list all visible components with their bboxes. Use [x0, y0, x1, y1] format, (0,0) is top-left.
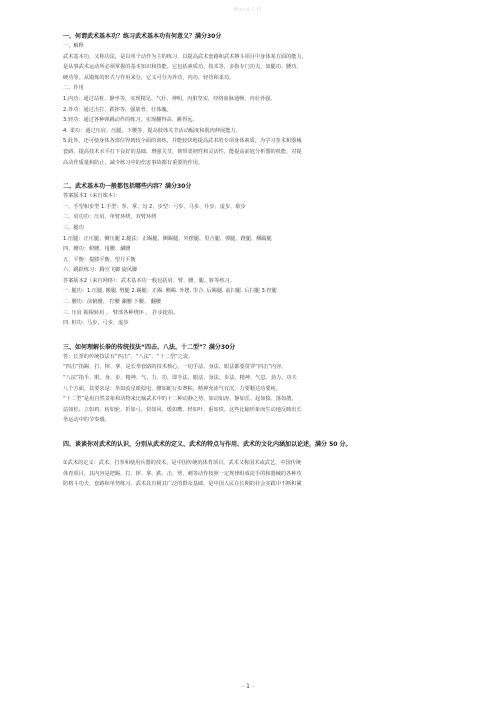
section-spacer: [63, 329, 439, 343]
question-3-title: 三、如何理解长拳的传统技法“四击、八法、十二型”？满分30分: [63, 343, 236, 351]
section-1-line: 4. 柔功：通过压肩、压腿、下腰等，提高肢体关节活动幅度和肌肉伸展能力。: [63, 127, 241, 134]
section-3-line: “四击”指踢、打、摔、拿，是长拳套路的技术核心。一切手法、身法、眼法都要贯穿“四击”内容。: [63, 364, 287, 371]
section-spacer: [63, 426, 439, 440]
section-1-line: 高动作质量和防止，减少练习中的伤害事故都有重要的作用。: [63, 159, 204, 166]
section-3-line: “十二型”是用自然景象和动物来比喻武术中的十二种动静之势，如动如涛、静如岳、起如猿、落如鹊、: [63, 396, 297, 403]
section-1-line: 1.内功：通过站桩、静坐等，实现精足、气壮、神明，内脏坚实，经络血脉通畅，内壮外强。: [63, 95, 276, 102]
section-1-line: 套路，提高技术水平打下良好的基础，增强关节，韧带柔韧性和灵活性，能提高前庭分析器的机能，对提: [63, 148, 302, 155]
section-1-line: 2.外功：通过击打、跌摔等，强筋骨、壮体魄。: [63, 106, 172, 113]
section-3-line: 站如松、立如鸡、转如轮、折如弓、快如风、缓如鹰、轻如叶、重如铁。这些比喻形象而生动地反映出长: [63, 406, 302, 413]
section-1-line: 3.轻功：通过各种弹跳动作的练习，实现翻得高、跳得远。: [63, 117, 198, 124]
section-2-line: 答案版本1（来自课本）：: [63, 193, 121, 200]
footer-dash-left: –: [241, 683, 245, 690]
section-1-line: 一、解释: [63, 43, 84, 49]
section-3-line: 答：长拳的传统技法有“四击”、“八法”、“十二型”之说。: [63, 353, 194, 360]
question-1-title: 一、何谓武术基本功？练习武术基本功有何意义？满分30分: [63, 33, 222, 40]
document-page: [63, 30, 439, 490]
section-1-line: 武术基本功，又称功法，是以单个动作为主的练习，以提高武术套路和武术搏斗项目中身体某方面的能力，: [63, 53, 307, 60]
section-2-line: 三、腿功: [63, 224, 84, 231]
section-1-line: 二、作用: [63, 85, 84, 92]
question-2-title: 二、武术基本功一般都包括哪些内容？满分30分: [63, 183, 192, 191]
page-footer: [0, 683, 496, 690]
section-3-line: 八个方面。其要求是：拳如流星眼似电，腰如蛇行步赛粘，精神充沛气宜沉，力要顺达功要纯。: [63, 385, 281, 392]
section-spacer: [63, 449, 439, 458]
section-2-line: 三. 压肩 握棍转肩 、 臂部各种绕环 、 扑步抡拍。: [63, 309, 179, 316]
section-spacer: [63, 168, 439, 182]
section-2-line: 五、平衡：提膝平衡、望月平衡: [63, 256, 136, 263]
section-4-line: 防格斗功夫、套路和单势练习。武术具有极其广泛的群众基础，是中国人民在长期的社会实践中不断积累: [63, 481, 302, 488]
section-1-line: 是从事武术运动所必须掌握的基本知识和技能。它包括素质功、技术等，多指专门功夫，如腿功、腰功、: [63, 64, 302, 71]
section-2-line: 六、跳跃练习：腾空飞脚 旋风脚: [63, 267, 138, 274]
section-2-line: 答案版本2（来自网络）：武术基本功一般包括肩、臂、腰、腿、桩等练习。: [63, 277, 235, 284]
watermark: Word文档: [233, 7, 263, 13]
section-2-line: 四、腰功：俯腰、甩腰、涮腰: [63, 246, 131, 253]
section-2-line: 四. 桩功：马步，弓步，虚步: [63, 320, 129, 327]
footer-dash-right: –: [251, 683, 255, 690]
section-3-line: 拳运动中的节奏感。: [63, 417, 110, 424]
section-2-line: 1.压腿：正压腿、侧压腿 2.腿法：正踢腿、侧踢腿、外摆腿、里合腿、弹腿、蹬腿、侧踹腿: [63, 235, 272, 242]
section-2-line: 一、手型和步型 1.手型：拳、掌、勾 2、步型：弓步、马步、仆步、虚步、歇步: [63, 203, 246, 210]
question-4-title: 四、谈谈你对武术的认识，分别从武术的定义、武术的特点与作用、武术的文化内涵加以论述，满分 50 分。: [63, 441, 352, 448]
section-3-line: “八法”指手、眼、身、步、精神、气、力、功，即手法、眼法、身法、步法、精神、气息、劲力、功夫: [63, 375, 297, 382]
section-2-line: 二. 腰功：前俯腰、 拧腰 涮腰 下腰、 翻腰: [63, 299, 162, 306]
section-1-line: 硬功等。从锻炼的形式与作用来分，它又可分为外功、内功、轻功和柔功。: [63, 74, 235, 81]
section-4-line: 体育项目。其内容是把踢、打、摔、拿、跌、击、劈、刺等动作按照一定规律组成徒手的和器械的各种攻: [63, 470, 302, 477]
section-2-line: 一. 腿功：1.压腿. 搬腿. 劈腿 2.踢腿：正踢. 侧踢. 外摆. 里合. 后踢腿. 前扫腿. 后扫腿 3.控腿: [63, 288, 277, 295]
section-4-line: ①武术的定义：武术，打拳和使用兵器的技术，是中国传统的体育项目。武术又称国术或武艺，中国传统: [63, 460, 302, 466]
section-2-line: 二、肩功功：压肩、单臂环绕、双臂环绕: [63, 214, 157, 221]
page-number: 1: [246, 683, 250, 690]
section-1-line: 5.此外，还可使身体各部位得到较全面的训练，并能较快地提高武术的专项身体素质，为学习拳术和器械: [63, 138, 302, 145]
